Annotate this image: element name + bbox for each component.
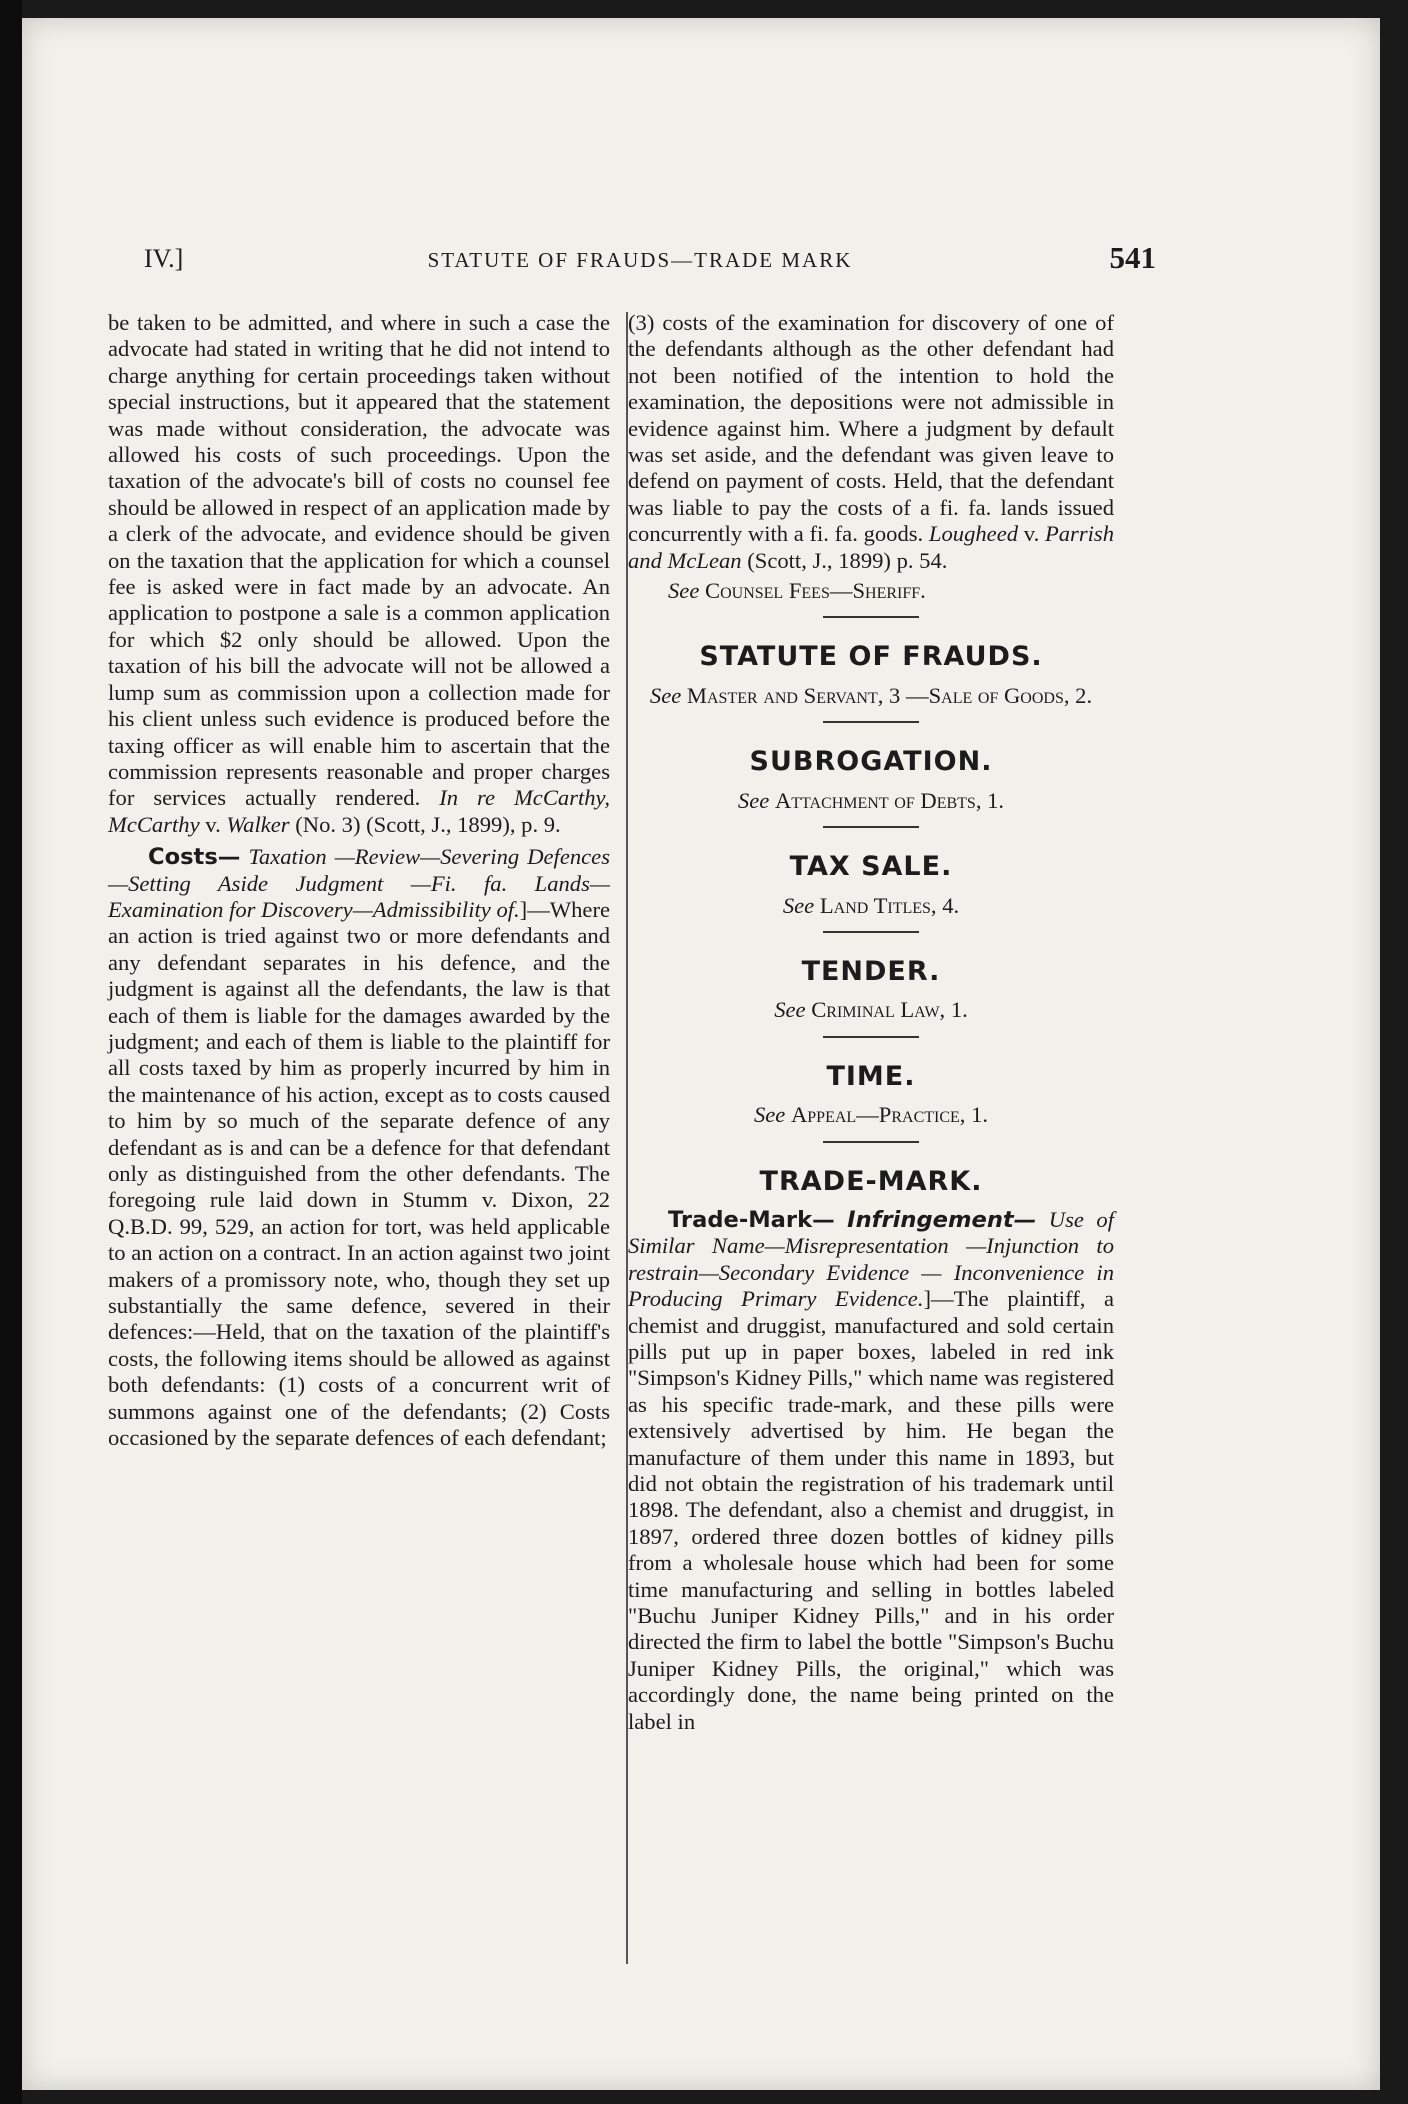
left-column (108, 310, 610, 1451)
catchword: Costs— (148, 844, 241, 871)
running-head (124, 240, 1156, 280)
cross-reference (628, 893, 1114, 919)
scan-edge (0, 0, 22, 2104)
section-heading: TAX SALE. (789, 851, 953, 883)
paragraph-text: be taken to be admitted, and where in such a case the advocate had stated in writing that he did not intend to charge anything for certain proceedings taken without special instructions, but it appeared that the statement was made without consideration, the advocate was allowed his costs of such proceedings. Upon the taxation of the advocate's bill of costs no counsel fee should be allowed in respect of an application made by a clerk of the advocate, and evidence should be given on the taxation that the application for which a counsel fee is asked were in fact made by an advocate. An application to postpone a sale is a common application for which $2 only should be allowed. Upon the taxation of his bill the advocate will not be allowed a lump sum as commission upon a collection made for his client unless such evidence is produced before the taxing officer as will enable him to ascertain that the commission represents reasonable and proper charges for services actually rendered. (108, 310, 610, 811)
paragraph (628, 310, 1114, 574)
cross-reference (628, 788, 1114, 814)
section-rule (823, 1036, 919, 1038)
section-heading: SUBROGATION. (749, 746, 993, 778)
cross-reference (628, 997, 1114, 1023)
case-name: In re McCarthy, McCarthy (108, 785, 610, 837)
versus: v. (199, 811, 227, 837)
page-number: 541 (1109, 240, 1156, 275)
section-rule (823, 1141, 919, 1143)
right-column (628, 310, 1114, 1735)
catchline: Taxation —Review—Severing Defences—Setting Aside Judgment —Fi. fa. Lands—Examination for Discovery—Admissibility of. (108, 844, 610, 922)
catchline: Use of Similar Name—Misrepresentation —Injunction to restrain—Secondary Evidence — Inconvenience in Producing Primary Evidence. (628, 1206, 1114, 1312)
see-label: See (737, 787, 770, 813)
reference-text: Land Titles, 4. (819, 892, 960, 918)
paragraph (108, 844, 610, 1451)
paragraph-text: (3) costs of the examination for discovery of one of the defendants although as the other defendant had not been notified of the intention to hold the examination, the depositions were not admissible in evidence against him. Where a judgment by default was set aside, and the defendant was given leave to defend on payment of costs. Held, that the defendant was liable to pay the costs of a fi. fa. lands issued concurrently with a fi. fa. goods. (628, 310, 1114, 547)
reference-text: Master and Servant, 3 —Sale of Goods, 2. (686, 682, 1093, 708)
see-label: See (782, 892, 815, 918)
see-label: See (774, 997, 806, 1023)
see-label: See (649, 682, 682, 708)
cross-reference (628, 1102, 1114, 1128)
versus: v. (1018, 521, 1045, 547)
see-label: See (753, 1102, 786, 1128)
reference-text: Attachment of Debts, 1. (774, 787, 1005, 813)
section-rule (823, 931, 919, 933)
section-heading: TIME. (826, 1060, 916, 1092)
case-name: Walker (226, 811, 290, 837)
cross-reference (628, 578, 1114, 604)
cross-reference (628, 683, 1114, 709)
reference-text: Criminal Law, 1. (811, 997, 968, 1023)
section-heading: STATUTE OF FRAUDS. (699, 641, 1043, 673)
section-heading: TRADE-MARK. (759, 1165, 983, 1197)
citation: (No. 3) (Scott, J., 1899), p. 9. (289, 811, 561, 837)
case-name: Parrish and McLean (628, 521, 1114, 573)
running-title: STATUTE OF FRAUDS—TRADE MARK (427, 248, 853, 272)
section-number: IV.] (144, 244, 184, 273)
section-rule (823, 721, 919, 723)
paragraph-text: ]—Where an action is tried against two or more defendants and any defendant separates in his defence, and the judgment is against all the defendants, the law is that each of them is liable for the damages awarded by the judgment; and each of them is liable to the plaintiff for all costs taxed by him as properly incurred by him in the maintenance of his action, except as to costs caused to him by so much of the separate defence of any defendant as is and can be a defence for that defendant only as distinguished from the other defendants. The foregoing rule laid down in Stumm v. Dixon, 22 Q.B.D. 99, 529, an action for tort, was held applicable to an action on a contract. In an action against two joint makers of a promissory note, who, though they set up substantially the same defence, severed in their defences:—Held, that on the taxation of the plaintiff's costs, the following items should be allowed as against both defendants: (1) costs of a concurrent writ of summons against one of the defendants; (2) Costs occasioned by the separate defences of each defendant; (108, 896, 610, 1451)
see-label: See (668, 578, 700, 604)
paragraph-text: ]—The plaintiff, a chemist and druggist, manufactured and sold certain pills put up in paper boxes, labeled in red ink "Simpson's Kidney Pills," which name was registered as his specific trade-mark, and these pills were extensively advertised by him. He began the manufacture of them under this name in 1893, but did not obtain the registration of his trademark until 1898. The defendant, also a chemist and druggist, in 1897, ordered three dozen bottles of kidney pills from a wholesale house which had been for some time manufacturing and selling in bottles labeled "Buchu Juniper Kidney Pills," and in his order directed the firm to label the bottle "Simpson's Buchu Juniper Kidney Pills, the original," which was accordingly done, the name being printed on the label in (628, 1286, 1114, 1734)
case-name: Lougheed (928, 521, 1019, 547)
paragraph (628, 1207, 1114, 1735)
paragraph (108, 310, 610, 838)
reference-text: Counsel Fees—Sheriff. (705, 578, 926, 604)
reference-text: Appeal—Practice, 1. (790, 1102, 989, 1128)
section-rule (823, 616, 919, 618)
citation: (Scott, J., 1899) p. 54. (741, 547, 948, 573)
section-heading: TENDER. (801, 955, 941, 987)
section-rule (823, 826, 919, 828)
catchword: Trade-Mark— (668, 1206, 835, 1233)
catchword-italic: Infringement— (847, 1206, 1037, 1233)
